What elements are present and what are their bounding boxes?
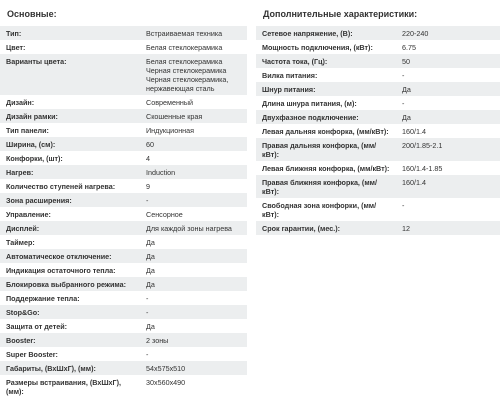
spec-row (256, 40, 500, 54)
spec-key: Зона расширения: (0, 193, 140, 207)
spec-value: 160/1.4-1.85 (396, 161, 500, 175)
spec-key: Конфорки, (шт): (0, 151, 140, 165)
spec-key: Тип панели: (0, 123, 140, 137)
spec-value: Induction (140, 165, 247, 179)
spec-value: 220-240 (396, 26, 500, 40)
spec-row (0, 40, 247, 54)
spec-row (0, 319, 247, 333)
extra-specs-section (256, 0, 500, 235)
spec-key: Дизайн: (0, 95, 140, 109)
spec-value: 50 (396, 54, 500, 68)
spec-key: Варианты цвета: (0, 54, 140, 95)
spec-key: Ширина, (см): (0, 137, 140, 151)
spec-value: Да (396, 82, 500, 96)
spec-key: Левая дальняя конфорка, (мм/кВт): (256, 124, 396, 138)
spec-value: 160/1.4 (396, 175, 500, 198)
spec-value: 4 (140, 151, 247, 165)
spec-value: - (396, 68, 500, 82)
spec-row (0, 263, 247, 277)
spec-key: Super Booster: (0, 347, 140, 361)
spec-value: Да (140, 277, 247, 291)
spec-row (0, 305, 247, 319)
spec-row (0, 26, 247, 40)
spec-row (256, 124, 500, 138)
spec-row (256, 96, 500, 110)
spec-key: Дисплей: (0, 221, 140, 235)
spec-value: - (396, 96, 500, 110)
spec-key: Booster: (0, 333, 140, 347)
spec-key: Защита от детей: (0, 319, 140, 333)
spec-row (0, 333, 247, 347)
extra-specs-title: Дополнительные характеристики: (263, 9, 418, 19)
spec-key: Шнур питания: (256, 82, 396, 96)
spec-key: Размеры встраивания, (ВхШхГ), (мм): (0, 375, 140, 398)
spec-row (0, 109, 247, 123)
spec-key: Частота тока, (Гц): (256, 54, 396, 68)
spec-value: Да (140, 319, 247, 333)
spec-key: Вилка питания: (256, 68, 396, 82)
spec-row (0, 235, 247, 249)
spec-key: Правая дальняя конфорка, (мм/кВт): (256, 138, 396, 161)
spec-key: Срок гарантии, (мес.): (256, 221, 396, 235)
spec-row (0, 291, 247, 305)
spec-row (256, 175, 500, 198)
spec-key: Габариты, (ВхШхГ), (мм): (0, 361, 140, 375)
spec-key: Длина шнура питания, (м): (256, 96, 396, 110)
spec-value: Для каждой зоны нагрева (140, 221, 247, 235)
spec-value: Встраиваемая техника (140, 26, 247, 40)
spec-value: 12 (396, 221, 500, 235)
spec-row (256, 221, 500, 235)
spec-key: Дизайн рамки: (0, 109, 140, 123)
spec-value: - (140, 193, 247, 207)
spec-row (256, 82, 500, 96)
spec-value: Белая стеклокерамика Черная стеклокерамика Черная стеклокерамика, нержавеющая сталь (140, 54, 247, 95)
spec-row (0, 207, 247, 221)
spec-value: 160/1.4 (396, 124, 500, 138)
spec-key: Stop&Go: (0, 305, 140, 319)
spec-row (256, 26, 500, 40)
spec-value: Да (140, 263, 247, 277)
spec-key: Двухфазное подключение: (256, 110, 396, 124)
spec-row (256, 198, 500, 221)
spec-row (0, 375, 247, 398)
main-specs-title: Основные: (7, 9, 57, 19)
spec-row (256, 138, 500, 161)
spec-value: Сенсорное (140, 207, 247, 221)
spec-row (0, 277, 247, 291)
spec-row (0, 361, 247, 375)
main-specs-table (0, 26, 247, 398)
spec-value: Да (396, 110, 500, 124)
spec-key: Мощность подключения, (кВт): (256, 40, 396, 54)
spec-value: - (140, 347, 247, 361)
main-specs-section (0, 0, 247, 398)
spec-key: Левая ближняя конфорка, (мм/кВт): (256, 161, 396, 175)
spec-row (0, 221, 247, 235)
spec-row (0, 347, 247, 361)
spec-row (0, 54, 247, 95)
spec-row (0, 137, 247, 151)
spec-row (0, 249, 247, 263)
spec-row (0, 95, 247, 109)
spec-key: Нагрев: (0, 165, 140, 179)
spec-key: Сетевое напряжение, (В): (256, 26, 396, 40)
spec-value: - (140, 291, 247, 305)
spec-value: 2 зоны (140, 333, 247, 347)
spec-value: Белая стеклокерамика (140, 40, 247, 54)
spec-value: 6.75 (396, 40, 500, 54)
spec-value: 30x560x490 (140, 375, 247, 398)
spec-value: 54x575x510 (140, 361, 247, 375)
spec-key: Таймер: (0, 235, 140, 249)
spec-row (0, 165, 247, 179)
spec-row (256, 161, 500, 175)
spec-row (0, 193, 247, 207)
spec-key: Свободная зона конфорки, (мм/кВт): (256, 198, 396, 221)
spec-value: 200/1.85-2.1 (396, 138, 500, 161)
spec-key: Тип: (0, 26, 140, 40)
spec-row (0, 151, 247, 165)
spec-value: Да (140, 249, 247, 263)
spec-value: Индукционная (140, 123, 247, 137)
spec-value: - (396, 198, 500, 221)
extra-specs-table (256, 26, 500, 235)
spec-row (256, 54, 500, 68)
spec-value: Современный (140, 95, 247, 109)
spec-row (0, 179, 247, 193)
spec-row (0, 123, 247, 137)
spec-row (256, 110, 500, 124)
spec-key: Количество ступеней нагрева: (0, 179, 140, 193)
spec-key: Управление: (0, 207, 140, 221)
spec-value: 9 (140, 179, 247, 193)
spec-key: Правая ближняя конфорка, (мм/кВт): (256, 175, 396, 198)
spec-key: Индикация остаточного тепла: (0, 263, 140, 277)
spec-key: Автоматическое отключение: (0, 249, 140, 263)
spec-key: Цвет: (0, 40, 140, 54)
spec-value: Скошенные края (140, 109, 247, 123)
spec-value: - (140, 305, 247, 319)
spec-value: Да (140, 235, 247, 249)
spec-row (256, 68, 500, 82)
spec-value: 60 (140, 137, 247, 151)
spec-key: Поддержание тепла: (0, 291, 140, 305)
spec-key: Блокировка выбранного режима: (0, 277, 140, 291)
